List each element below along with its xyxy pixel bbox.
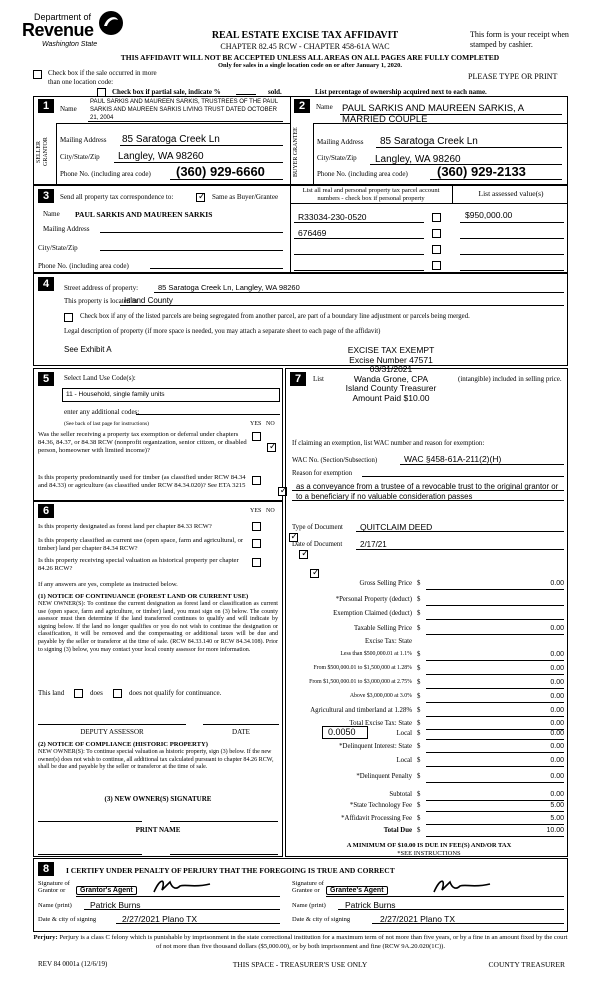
notice1-title: (1) NOTICE OF CONTINUANCE (FOREST LAND OR CURRENT USE) bbox=[38, 593, 249, 600]
tax-row-value[interactable]: 0.00 bbox=[550, 791, 564, 798]
stamp-line-5: Island County Treasurer bbox=[345, 383, 437, 393]
wac-label: WAC No. (Section/Subsection) bbox=[292, 457, 378, 464]
tax-row-label: From $500,000.01 to $1,500,000 at 1.28% bbox=[313, 665, 412, 671]
located-in-value[interactable]: Island County bbox=[124, 296, 173, 305]
partial-sale-label: Check box if partial sale, indicate % bbox=[112, 88, 221, 96]
doc-date-value[interactable]: 2/17/21 bbox=[360, 540, 387, 549]
tax-row-value[interactable]: 0.00 bbox=[550, 580, 564, 587]
section-7-number: 7 bbox=[290, 372, 306, 386]
notice2-title: (2) NOTICE OF COMPLIANCE (HISTORIC PROPERTY) bbox=[38, 741, 208, 748]
grantee-name-label: Name (print) bbox=[292, 902, 326, 909]
tax-dollar-sign: $ bbox=[417, 651, 421, 658]
perjury-label: Perjury: bbox=[33, 934, 58, 941]
tax-row-label: Above $3,000,000 at 3.0% bbox=[349, 693, 412, 699]
county-treasurer-label: COUNTY TREASURER bbox=[488, 960, 565, 969]
s6-yes-label: YES bbox=[250, 508, 262, 514]
seller-city-value[interactable]: Langley, WA 98260 bbox=[118, 151, 204, 162]
additional-codes-label: enter any additional codes: bbox=[64, 408, 140, 416]
personal-property-checkbox[interactable] bbox=[432, 245, 441, 254]
logo bbox=[22, 10, 132, 50]
grantor-signature bbox=[150, 876, 220, 896]
print-note: PLEASE TYPE OR PRINT bbox=[468, 72, 558, 81]
grantee-name-value[interactable]: Patrick Burns bbox=[345, 900, 396, 910]
stamp-line-6: Amount Paid $10.00 bbox=[352, 392, 430, 403]
section3-city-label: City/State/Zip bbox=[38, 244, 78, 252]
tax-row-value[interactable]: 0.00 bbox=[550, 665, 564, 672]
tax-row-label: Total Due bbox=[383, 827, 412, 834]
land-use-value: 11 - Household, single family units bbox=[66, 391, 165, 398]
s5-q2-yes[interactable] bbox=[252, 476, 261, 485]
same-as-buyer-label: Same as Buyer/Grantee bbox=[212, 193, 279, 201]
grantee-agent-tag: Grantee's Agent bbox=[326, 886, 388, 895]
parcel-number[interactable]: 676469 bbox=[298, 228, 327, 238]
land-does-label: does bbox=[90, 689, 103, 697]
tax-dollar-sign: $ bbox=[417, 596, 421, 603]
tax-dollar-sign: $ bbox=[417, 815, 421, 822]
tax-row-value[interactable]: 0.00 bbox=[550, 773, 564, 780]
parcel-number[interactable]: R33034-230-0520 bbox=[298, 212, 367, 222]
buyer-name-label: Name bbox=[316, 103, 333, 111]
buyer-phone-label: Phone No. (including area code) bbox=[317, 170, 408, 178]
form-revision: REV 84 0001a (12/6/19) bbox=[38, 960, 108, 968]
grantor-name-label: Name (print) bbox=[38, 902, 72, 909]
tax-dollar-sign: $ bbox=[417, 773, 421, 780]
receipt-note: This form is your receipt when stamped by cashier. bbox=[470, 30, 569, 49]
stamp-line-3: 03/31/2021 bbox=[369, 364, 413, 374]
grantor-sig-label: Signature of Grantor or bbox=[38, 880, 70, 894]
tax-row-value[interactable]: 0.00 bbox=[550, 651, 564, 658]
buyer-phone-value[interactable]: (360) 929-2133 bbox=[437, 164, 526, 179]
s6-q3: Is this property receiving special valuation as historical property per chapter 84.26 RCW? bbox=[38, 557, 239, 572]
street-address-label: Street address of property: bbox=[64, 284, 139, 292]
tax-dollar-sign: $ bbox=[417, 757, 421, 764]
tax-dollar-sign: $ bbox=[417, 610, 421, 617]
tax-row-label: Total Excise Tax: State bbox=[349, 720, 412, 727]
tax-dollar-sign: $ bbox=[417, 791, 421, 798]
buyer-side-label: BUYER GRANTEE bbox=[293, 127, 299, 177]
land-use-label: Select Land Use Code(s): bbox=[64, 374, 136, 382]
land-does-not-checkbox[interactable] bbox=[113, 689, 122, 698]
land-does-not-label: does not qualify for continuance. bbox=[129, 689, 222, 697]
doc-type-label: Type of Document bbox=[292, 524, 343, 531]
seller-address-value[interactable]: 85 Saratoga Creek Ln bbox=[122, 134, 220, 145]
section-6-box bbox=[33, 501, 283, 857]
doc-type-value[interactable]: QUITCLAIM DEED bbox=[360, 522, 433, 532]
list-label: List bbox=[313, 375, 324, 383]
s6-q1-yes[interactable] bbox=[252, 522, 261, 531]
list-tail: (intangible) included in selling price. bbox=[458, 375, 562, 383]
tax-dollar-sign: $ bbox=[417, 730, 421, 737]
assessed-value-header: List assessed value(s) bbox=[478, 189, 544, 198]
tax-row-value[interactable]: 0.00 bbox=[550, 730, 564, 737]
s6-q3-yes[interactable] bbox=[252, 558, 261, 567]
form-subtitle: CHAPTER 82.45 RCW - CHAPTER 458-61A WAC bbox=[220, 42, 390, 51]
tax-row-value[interactable]: 0.00 bbox=[550, 757, 564, 764]
personal-property-checkbox[interactable] bbox=[432, 261, 441, 270]
tax-row-value[interactable]: 0.00 bbox=[550, 720, 564, 727]
s6-if-yes: If any answers are yes, complete as instructed below. bbox=[38, 581, 178, 588]
deputy-date-label: DATE bbox=[232, 728, 250, 736]
logo-swirl-icon bbox=[98, 10, 124, 36]
tax-dollar-sign: $ bbox=[417, 693, 421, 700]
notice1-text: NEW OWNER(S): To continue the current designation as forest land or classification as current use (open space, farm and agriculture, or timber) land, you must sign on (3) below. The county assessor must then determine if the land transferred continues to qualify and will indicate by signing below. If the land no longer qualifies or you do not wish to continue the designation or classification, it will be removed and the compensating or additional taxes will be due and payable by the seller or transferor at the time of sale. (RCW 84.33.140 or RCW 84.34.108). Prior to signing (3) below, you may contact your local county assessor for more information. bbox=[38, 601, 278, 653]
tax-row-label: Subtotal bbox=[389, 791, 412, 798]
tax-row-label: Excise Tax: State bbox=[365, 638, 412, 645]
section3-name-value[interactable]: PAUL SARKIS AND MAUREEN SARKIS bbox=[75, 210, 213, 219]
logo-state: Washington State bbox=[42, 41, 98, 48]
grantor-agent-tag: Grantor's Agent bbox=[76, 886, 137, 895]
tax-dollar-sign: $ bbox=[417, 625, 421, 632]
tax-dollar-sign: $ bbox=[417, 743, 421, 750]
section-5-number: 5 bbox=[38, 372, 54, 386]
grantor-date-label: Date & city of signing bbox=[38, 916, 97, 923]
print-name-label: PRINT NAME bbox=[135, 826, 181, 834]
local-rate-value: 0.0050 bbox=[328, 727, 356, 737]
tax-row-label: Agricultural and timberland at 1.28% bbox=[310, 707, 412, 714]
section3-name-label: Name bbox=[43, 210, 60, 218]
tax-row-label: *State Technology Fee bbox=[349, 802, 412, 809]
minimum-due-note: A MINIMUM OF $10.00 IS DUE IN FEE(S) AND/OR TAX bbox=[346, 842, 512, 849]
tax-row-value[interactable]: 0.00 bbox=[550, 693, 564, 700]
stamp-line-2: Excise Number 47571 bbox=[349, 354, 433, 365]
segregated-label: Check box if any of the listed parcels are being segregated from another parcel, are part of a boundary line adjustment or parcels being merged. bbox=[80, 313, 470, 320]
grantor-name-value[interactable]: Patrick Burns bbox=[90, 900, 141, 910]
street-address-value[interactable]: 85 Saratoga Creek Ln, Langley, WA 98260 bbox=[158, 283, 300, 292]
warning-text: THIS AFFIDAVIT WILL NOT BE ACCEPTED UNLESS ALL AREAS ON ALL PAGES ARE FULLY COMPLETED bbox=[120, 53, 500, 62]
tax-row-value[interactable]: 0.00 bbox=[550, 743, 564, 750]
section-8-number: 8 bbox=[38, 862, 54, 876]
legal-description-label: Legal description of property (if more space is needed, you may attach a separate sheet to each page of the affidavit) bbox=[64, 328, 381, 335]
buyer-address-value[interactable]: 85 Saratoga Creek Ln bbox=[380, 136, 478, 147]
section-2-number: 2 bbox=[294, 99, 310, 113]
see-instructions-note: *SEE INSTRUCTIONS bbox=[397, 850, 461, 857]
seller-phone-value[interactable]: (360) 929-6660 bbox=[176, 164, 265, 179]
buyer-address-label: Mailing Address bbox=[317, 138, 364, 146]
tax-row-label: Local bbox=[396, 757, 412, 764]
tax-row-value[interactable]: 10.00 bbox=[546, 827, 564, 834]
ownership-note: List percentage of ownership acquired next to each name. bbox=[315, 88, 487, 96]
section-1-number: 1 bbox=[38, 99, 54, 113]
section-4-number: 4 bbox=[38, 277, 54, 291]
tax-dollar-sign: $ bbox=[417, 827, 421, 834]
grantee-date-value[interactable]: 2/27/2021 Plano TX bbox=[380, 914, 455, 924]
seller-name-value[interactable]: PAUL SARKIS AND MAUREEN SARKIS, TRUSTREES OF THE PAUL SARKIS AND MAUREEN SARKIS LIVING TRUST DATED OCTOBER 21, 2004 bbox=[90, 99, 278, 121]
tax-row-label: *Delinquent Interest: State bbox=[339, 743, 412, 750]
grantee-sig-label: Signature of Grantee or bbox=[292, 880, 324, 894]
tax-row-label: Gross Selling Price bbox=[359, 580, 412, 587]
tax-row-value[interactable]: 5.00 bbox=[550, 802, 564, 809]
perjury-notice bbox=[33, 934, 568, 951]
tax-dollar-sign: $ bbox=[417, 707, 421, 714]
land-does-checkbox[interactable] bbox=[74, 689, 83, 698]
tax-row-value[interactable]: 5.00 bbox=[550, 815, 564, 822]
tax-dollar-sign: $ bbox=[417, 720, 421, 727]
form-title: REAL ESTATE EXCISE TAX AFFIDAVIT bbox=[211, 30, 399, 41]
sales-note: Only for sales in a single location code on or after January 1, 2020. bbox=[218, 62, 402, 69]
section-6-number: 6 bbox=[38, 504, 54, 518]
this-land-label: This land bbox=[38, 689, 65, 697]
send-to-label: Send all property tax correspondence to: bbox=[60, 193, 174, 201]
tax-row-label: Exemption Claimed (deduct) bbox=[333, 610, 412, 617]
multi-location-label: Check box if the sale occurred in more than one location code: bbox=[48, 69, 157, 86]
perjury-text: Perjury is a class C felony which is punishable by imprisonment in the state correctional institution for a maximum term of not more than five years, or by a fine in an amount fixed by the court of not more than five thousand dollars ($5,000.00), or by both imprisonment and fine (RCW 9A.20.020(1C)). bbox=[59, 934, 568, 950]
notice2-text: NEW OWNER(S): To continue special valuation as historic property, sign (3) below. If the new owner(s) does not wish to continue, all additional tax calculated pursuant to chapter 84.26 RCW, shall be due and payable by the seller or transferor at the time of sale. bbox=[38, 749, 274, 771]
tax-dollar-sign: $ bbox=[417, 679, 421, 686]
tax-row-value[interactable]: 0.00 bbox=[550, 625, 564, 632]
located-in-label: This property is located in bbox=[64, 297, 138, 305]
seller-address-label: Mailing Address bbox=[60, 136, 107, 144]
seller-phone-label: Phone No. (including area code) bbox=[60, 170, 151, 178]
seller-side-label: SELLER GRANTOR bbox=[36, 137, 49, 167]
reason-value[interactable]: as a conveyance from a trustee of a revocable trust to the original grantor or to a beneficiary if no valuable consideration passes bbox=[296, 482, 559, 501]
section3-phone-label: Phone No. (including area code) bbox=[38, 262, 129, 270]
deputy-assessor-label: DEPUTY ASSESSOR bbox=[80, 728, 144, 736]
s5-q1-no[interactable] bbox=[267, 443, 276, 452]
multi-location-checkbox[interactable] bbox=[33, 70, 42, 79]
grantee-date-label: Date & city of signing bbox=[292, 916, 351, 923]
tax-row-label: *Delinquent Penalty bbox=[356, 773, 412, 780]
stamp-line-1: EXCISE TAX EXEMPT bbox=[347, 345, 435, 355]
tax-row-value[interactable]: 0.00 bbox=[550, 679, 564, 686]
assessed-value[interactable]: $950,000.00 bbox=[465, 210, 513, 220]
s5-q2: Is this property predominantly used for timber (as classified under RCW 84.34 and 84.33) or agriculture (as classified under RCW 84.34.020)? See ETA 3215 bbox=[38, 474, 246, 489]
reason-label: Reason for exemption bbox=[292, 470, 353, 477]
treasurer-space-label: THIS SPACE - TREASURER'S USE ONLY bbox=[232, 960, 368, 969]
s6-q1: Is this property designated as forest land per chapter 84.33 RCW? bbox=[38, 523, 212, 530]
tax-row-label: *Personal Property (deduct) bbox=[335, 596, 412, 603]
personal-property-checkbox[interactable] bbox=[432, 213, 441, 222]
certify-statement: I CERTIFY UNDER PENALTY OF PERJURY THAT THE FOREGOING IS TRUE AND CORRECT bbox=[66, 866, 395, 875]
seller-name-label: Name bbox=[60, 105, 77, 113]
tax-row-value[interactable]: 0.00 bbox=[550, 707, 564, 714]
tax-row-label: Local bbox=[396, 730, 412, 737]
s6-q2-yes[interactable] bbox=[252, 539, 261, 548]
parcel-header: List all real and personal property tax parcel account numbers - check box if personal property bbox=[302, 187, 440, 202]
personal-property-checkbox[interactable] bbox=[432, 229, 441, 238]
legal-description-value[interactable]: See Exhibit A bbox=[64, 345, 112, 354]
see-back-note: (See back of last page for instructions) bbox=[64, 421, 149, 427]
new-owner-signature-label: (3) NEW OWNER(S) SIGNATURE bbox=[104, 795, 212, 803]
buyer-city-value[interactable]: Langley, WA 98260 bbox=[375, 154, 461, 165]
wac-value[interactable]: WAC §458-61A-211(2)(H) bbox=[404, 454, 502, 464]
tax-row-label: From $1,500,000.01 to $3,000,000 at 2.75% bbox=[309, 679, 412, 685]
tax-dollar-sign: $ bbox=[417, 665, 421, 672]
tax-dollar-sign: $ bbox=[417, 802, 421, 809]
buyer-city-label: City/State/Zip bbox=[317, 154, 357, 162]
grantor-date-value[interactable]: 2/27/2021 Plano TX bbox=[122, 914, 197, 924]
tax-row-label: Less than $500,000.01 at 1.1% bbox=[340, 651, 412, 657]
grantee-signature bbox=[430, 876, 500, 896]
section3-address-label: Mailing Address bbox=[43, 225, 90, 233]
tax-row-label: Taxable Selling Price bbox=[353, 625, 412, 632]
s5-yes-label: YES bbox=[250, 421, 262, 427]
s5-q1: Was the seller receiving a property tax exemption or deferral under chapters 84.36, 84.37, or 84.38 RCW (nonprofit organization, senior citizen, or disabled person, homeowner with limited income)? bbox=[38, 431, 247, 454]
s5-no-label: NO bbox=[266, 421, 275, 427]
tax-row-label: *Affidavit Processing Fee bbox=[341, 815, 412, 822]
sold-label: sold. bbox=[268, 88, 282, 96]
s5-q1-yes[interactable] bbox=[252, 432, 261, 441]
doc-date-label: Date of Document bbox=[292, 541, 343, 548]
buyer-name-value[interactable]: PAUL SARKIS AND MAUREEN SARKIS, A MARRIED COUPLE bbox=[342, 103, 524, 125]
stamp-line-4: Wanda Grone, CPA bbox=[353, 373, 429, 384]
segregated-checkbox[interactable] bbox=[64, 313, 73, 322]
logo-dept: Department of bbox=[34, 12, 92, 22]
s6-q2: Is this property classified as current use (open space, farm and agricultural, or timber) land per chapter 84.34 RCW? bbox=[38, 537, 244, 552]
same-as-buyer-checkbox[interactable] bbox=[196, 193, 205, 202]
partial-sale-input[interactable] bbox=[236, 87, 256, 95]
exemption-intro: If claiming an exemption, list WAC number and reason for exemption: bbox=[292, 440, 485, 447]
section-3-number: 3 bbox=[38, 189, 54, 203]
tax-dollar-sign: $ bbox=[417, 580, 421, 587]
logo-name: Revenue bbox=[22, 20, 94, 40]
s6-no-label: NO bbox=[266, 508, 275, 514]
seller-city-label: City/State/Zip bbox=[60, 153, 100, 161]
